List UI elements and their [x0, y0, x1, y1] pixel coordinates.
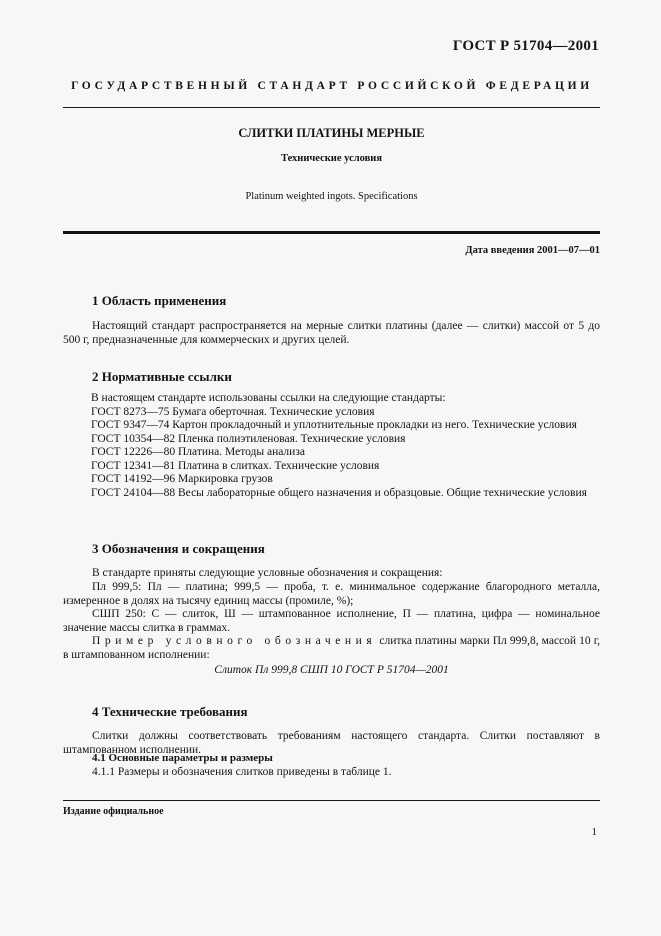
- section-3-intro: В стандарте приняты следующие условные обозначения и сокращения:: [92, 567, 443, 579]
- reference-list: [63, 392, 600, 500]
- section-4-text: Слитки должны соответствовать требованиям настоящего стандарта. Слитки поставляют в штампованном исполнении.: [63, 730, 600, 756]
- section-1-text: [63, 319, 600, 347]
- document-subtitle: Технические условия: [280, 153, 383, 164]
- example-label: Пример условного обозначения: [92, 635, 377, 647]
- section-3-item-1: Пл 999,5: Пл — платина; 999,5 — проба, т. е. минимальное содержание благородного металла, измеренное в долях на тысячу единиц массы (промиле, %);: [63, 581, 600, 607]
- reference-item: ГОСТ 24104—88 Весы лабораторные общего назначения и образцовые. Общие технические условия: [91, 486, 587, 499]
- example-designation: Слиток Пл 999,8 СШП 10 ГОСТ Р 51704—2001: [214, 664, 449, 676]
- reference-item: ГОСТ 9347—74 Картон прокладочный и уплотнительные прокладки из него. Технические условия: [91, 419, 577, 431]
- section-1-heading: 1 Область применения: [92, 293, 227, 308]
- page-number: 1: [591, 826, 597, 838]
- reference-intro: В настоящем стандарте использованы ссылки на следующие стандарты:: [91, 392, 446, 404]
- reference-item: ГОСТ 10354—82 Пленка полиэтиленовая. Технические условия: [91, 432, 406, 445]
- footer-rule: [63, 800, 600, 801]
- header-rule: [63, 107, 600, 108]
- reference-item: ГОСТ 12226—80 Платина. Методы анализа: [91, 446, 305, 458]
- section-3-item-2: СШП 250: С — слиток, Ш — штампованное исполнение, П — платина, цифра — номинальное значение массы слитка в граммах.: [63, 608, 600, 634]
- section-1-text-content: Настоящий стандарт распространяется на мерные слитки платины (далее — слитки) массой от 5 до 500 г, предназначенные для коммерческих и других целей.: [63, 320, 600, 346]
- reference-item: ГОСТ 8273—75 Бумага оберточная. Технические условия: [91, 405, 375, 418]
- official-edition-label: Издание официальное: [63, 806, 164, 817]
- section-3-heading: 3 Обозначения и сокращения: [92, 541, 265, 556]
- english-title: Platinum weighted ingots. Specifications: [245, 191, 418, 202]
- subsection-4-1-heading: 4.1 Основные параметры и размеры: [92, 752, 273, 764]
- organization-header: ГОСУДАРСТВЕННЫЙ СТАНДАРТ РОССИЙСКОЙ ФЕДЕРАЦИИ: [71, 80, 593, 92]
- reference-item: ГОСТ 12341—81 Платина в слитках. Технические условия: [91, 459, 380, 472]
- section-2-heading: 2 Нормативные ссылки: [92, 369, 232, 384]
- title-rule: [63, 231, 600, 234]
- section-4-heading: 4 Технические требования: [92, 704, 248, 719]
- document-title: СЛИТКИ ПЛАТИНЫ МЕРНЫЕ: [238, 126, 425, 140]
- document-code: ГОСТ Р 51704—2001: [452, 38, 599, 54]
- introduction-date: Дата введения 2001—07—01: [465, 245, 600, 256]
- subsection-4-1-1-text: 4.1.1 Размеры и обозначения слитков приведены в таблице 1.: [92, 766, 392, 778]
- section-3-example-intro: Пример условного обозначения слитка платины марки Пл 999,8, массой 10 г, в штампованном исполнении:: [63, 635, 600, 661]
- reference-item: ГОСТ 14192—96 Маркировка грузов: [91, 473, 273, 485]
